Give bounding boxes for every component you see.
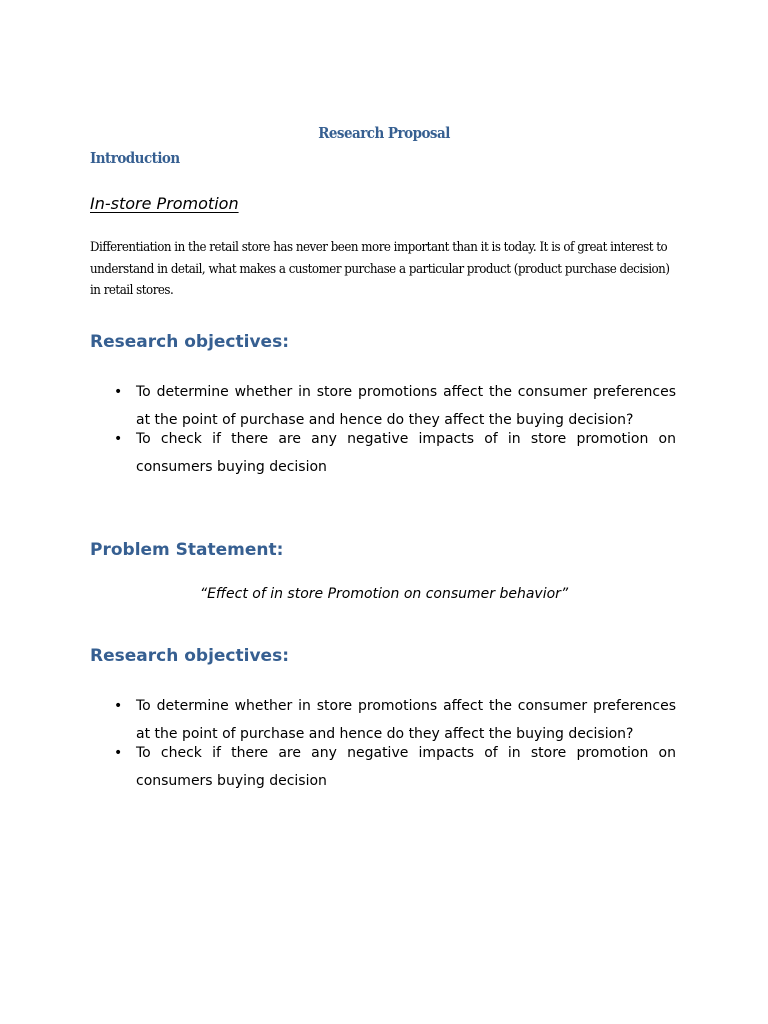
- document-title: Research Proposal: [318, 124, 450, 142]
- introduction-heading: Introduction: [90, 149, 180, 167]
- research-objectives-heading-1: Research objectives:: [90, 332, 289, 352]
- bullet-icon: •: [114, 431, 123, 447]
- list-item: [114, 739, 676, 795]
- intro-paragraph: Differentiation in the retail store has never been more important than it is today. It is of great interest to understand in detail, what makes a customer purchase a particular product (product purchase decision) in retail stores.: [90, 240, 670, 298]
- bullet-icon: •: [114, 384, 123, 400]
- research-objectives-list-1: [114, 378, 676, 481]
- list-item-text: To determine whether in store promotions affect the consumer preferences at the point of purchase and hence do they affect the buying decision?: [136, 698, 676, 742]
- research-objectives-list-2: [114, 692, 676, 795]
- list-item-text: To check if there are any negative impacts of in store promotion on consumers buying decision: [136, 745, 676, 789]
- list-item-text: To check if there are any negative impacts of in store promotion on consumers buying decision: [136, 431, 676, 475]
- list-item: [114, 425, 676, 481]
- bullet-icon: •: [114, 745, 123, 761]
- bullet-icon: •: [114, 698, 123, 714]
- research-objectives-heading-2: Research objectives:: [90, 646, 289, 666]
- list-item-text: To determine whether in store promotions affect the consumer preferences at the point of purchase and hence do they affect the buying decision?: [136, 384, 676, 428]
- problem-statement-quote: “Effect of in store Promotion on consumer behavior”: [199, 586, 569, 602]
- problem-statement-heading: Problem Statement:: [90, 540, 284, 560]
- instore-promotion-subheading: In-store Promotion: [90, 194, 239, 213]
